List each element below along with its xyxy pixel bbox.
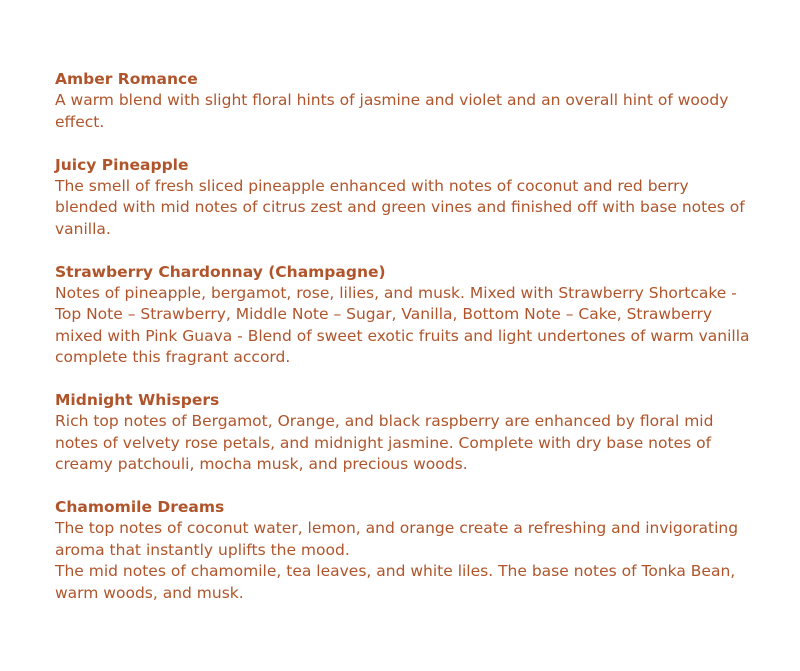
- scent-title: Amber Romance: [55, 70, 198, 88]
- scent-description: Notes of pineapple, bergamot, rose, lilies, and musk. Mixed with Strawberry Shortcake - Top Note – Strawberry, Middle Note – Sugar, Vanilla, Bottom Note – Cake, Strawberry mixed with Pink Guava - Blend of sweet exotic fruits and light undertones of warm vanilla complete this fragrant accord.: [55, 284, 750, 367]
- scent-description: Rich top notes of Bergamot, Orange, and black raspberry are enhanced by floral mid notes of velvety rose petals, and midnight jasmine. Complete with dry base notes of creamy patchouli, mocha musk, and precious woods.: [55, 412, 714, 474]
- scent-item-strawberry-chardonnay: [55, 262, 755, 369]
- scent-title: Midnight Whispers: [55, 391, 220, 410]
- scent-description: The top notes of coconut water, lemon, and orange create a refreshing and invigorating aroma that instantly uplifts the mood.: [55, 519, 739, 559]
- scent-item-chamomile-dreams: [55, 497, 755, 604]
- scent-description-continued: The mid notes of chamomile, tea leaves, and white liles. The base notes of Tonka Bean, warm woods, and musk.: [55, 562, 736, 602]
- scent-item-midnight-whispers: [55, 390, 755, 476]
- scent-description: A warm blend with slight floral hints of jasmine and violet and an overall hint of woody effect.: [55, 91, 729, 131]
- scent-item-amber-romance: [55, 69, 755, 133]
- scent-title: Strawberry Chardonnay (Champagne): [55, 262, 386, 281]
- scent-item-juicy-pineapple: [55, 155, 755, 241]
- scent-list: [55, 69, 755, 625]
- scent-title: Juicy Pineapple: [55, 155, 189, 174]
- scent-description: The smell of fresh sliced pineapple enhanced with notes of coconut and red berry blended with mid notes of citrus zest and green vines and finished off with base notes of vanilla.: [55, 177, 745, 238]
- scent-title: Chamomile Dreams: [55, 498, 225, 517]
